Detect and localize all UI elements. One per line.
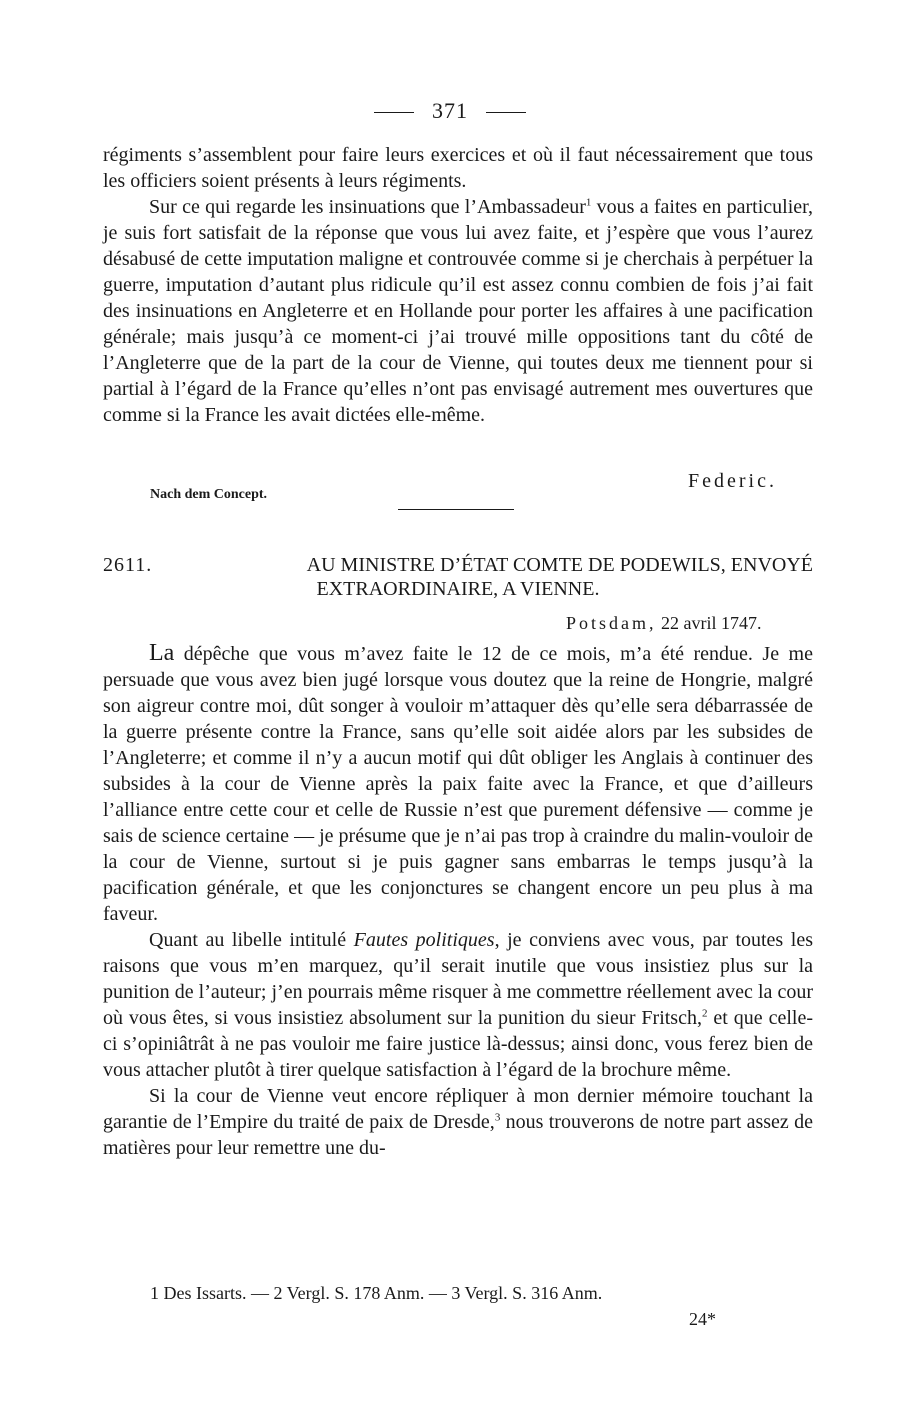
footnote-ref: 3 [494, 1111, 501, 1124]
body-paragraph-3 [103, 1083, 813, 1161]
paragraph-text: , je conviens avec vous, par toutes les raisons que vous m’en marquez, qu’il serait inutile que vous insistiez plus sur la punition de l’auteur; j’en pourrais même risquer à me commettre réellement avec la cour où vous êtes, si vous insistiez absolument sur la punition du sieur Fritsch, [103, 929, 813, 1029]
paragraph-text: Si la cour de Vienne veut encore répliquer à mon dernier mémoire touchant la garantie de l’Empire du traité de paix de Dresde, [103, 1085, 813, 1133]
footnote-ref: 1 [585, 196, 592, 209]
footnote-ref: 2 [701, 1007, 708, 1020]
paragraph-insinuations [103, 194, 813, 428]
dateline-date: 22 avril 1747. [661, 613, 762, 633]
signature: Federic. [688, 470, 777, 492]
section-divider [398, 509, 514, 510]
page-number: 371 [432, 98, 468, 123]
pamphlet-title: Fautes politiques [353, 929, 495, 951]
footnotes: 1 Des Issarts. — 2 Vergl. S. 178 Anm. — 3 Vergl. S. 316 Anm. [150, 1283, 603, 1303]
letter-title-line-2: EXTRAORDINAIRE, A VIENNE. [316, 578, 600, 600]
paragraph-text: et que celle-ci s’opiniâtrât à ne pas vouloir me faire justice là-dessus; ainsi donc, vous ferez bien de vous attacher plutôt à tirer quelque satisfaction à l’égard de la brochure même. [103, 1007, 814, 1081]
paragraph-text: vous a faites en particulier, je suis fort satisfait de la réponse que vous lui avez faite, et j’espère que vous l’aurez désabusé de cette imputation maligne et controuvée comme si je cherchais à perpétuer la guerre, imputation d’autant plus ridicule qu’il est assez connu combien de fois j’ai fait des insinuations en Angleterre et en Hollande pour porter les affaires à une pacification générale; mais jusqu’à ce moment-ci j’ai trouvé mille oppositions tant du côté de l’Angleterre que de la part de la cour de Vienne, qui toutes deux me tiennent pour si partial à l’égard de la France qu’elles n’ont pas envisagé autrement mes ouvertures que comme si la France les avait dictées elle-même. [103, 196, 813, 426]
letter-body [103, 640, 813, 1161]
page-number-line [0, 98, 900, 124]
source-note: Nach dem Concept. [150, 487, 268, 502]
paragraph-text: Sur ce qui regarde les insinuations que l’Ambassadeur [149, 196, 586, 218]
right-dash [486, 112, 526, 113]
letter-title-line-1: AU MINISTRE D’ÉTAT COMTE DE PODEWILS, ENVOYÉ [306, 554, 813, 576]
previous-letter-text [103, 142, 813, 428]
paragraph-text: Quant au libelle intitulé [149, 929, 354, 951]
opening-word: La [149, 640, 175, 666]
body-paragraph-2 [103, 927, 813, 1083]
continuation-paragraph: régiments s’assemblent pour faire leurs exercices et où il faut nécessairement que tous les officiers soient présents à leurs régiments. [103, 144, 813, 192]
dateline [566, 613, 762, 634]
letter-heading [103, 553, 813, 601]
letter-number: 2611. [103, 554, 153, 576]
body-paragraph-1 [103, 640, 813, 927]
dateline-place: Potsdam, [566, 613, 657, 633]
paragraph-text: nous trouverons de notre part assez de matières pour leur remettre une du- [103, 1111, 813, 1159]
left-dash [374, 112, 414, 113]
sheet-signature: 24* [689, 1309, 716, 1329]
paragraph-text: dépêche que vous m’avez faite le 12 de ce mois, m’a été rendue. Je me persuade que vous avez bien jugé lorsque vous doutez que la reine de Hongrie, malgré son aigreur contre moi, dût songer à vouloir m’attaquer dès qu’elle sera débarrassée de la guerre présente contre la France, sans qu’elle soit aidée alors par les subsides de l’Angleterre; et comme il n’y a aucun motif qui dût obliger les Anglais à continuer des subsides à la cour de Vienne après la paix faite avec la France, et que d’ailleurs l’alliance entre cette cour et celle de Russie n’est que purement défensive — comme je sais de science certaine — je présume que je n’ai pas trop à craindre du malin-vouloir de la cour de Vienne, surtout si je puis gagner sans embarras le temps jusqu’à la pacification générale, et que les conjonctures se changent encore un peu plus à ma faveur. [103, 643, 813, 925]
